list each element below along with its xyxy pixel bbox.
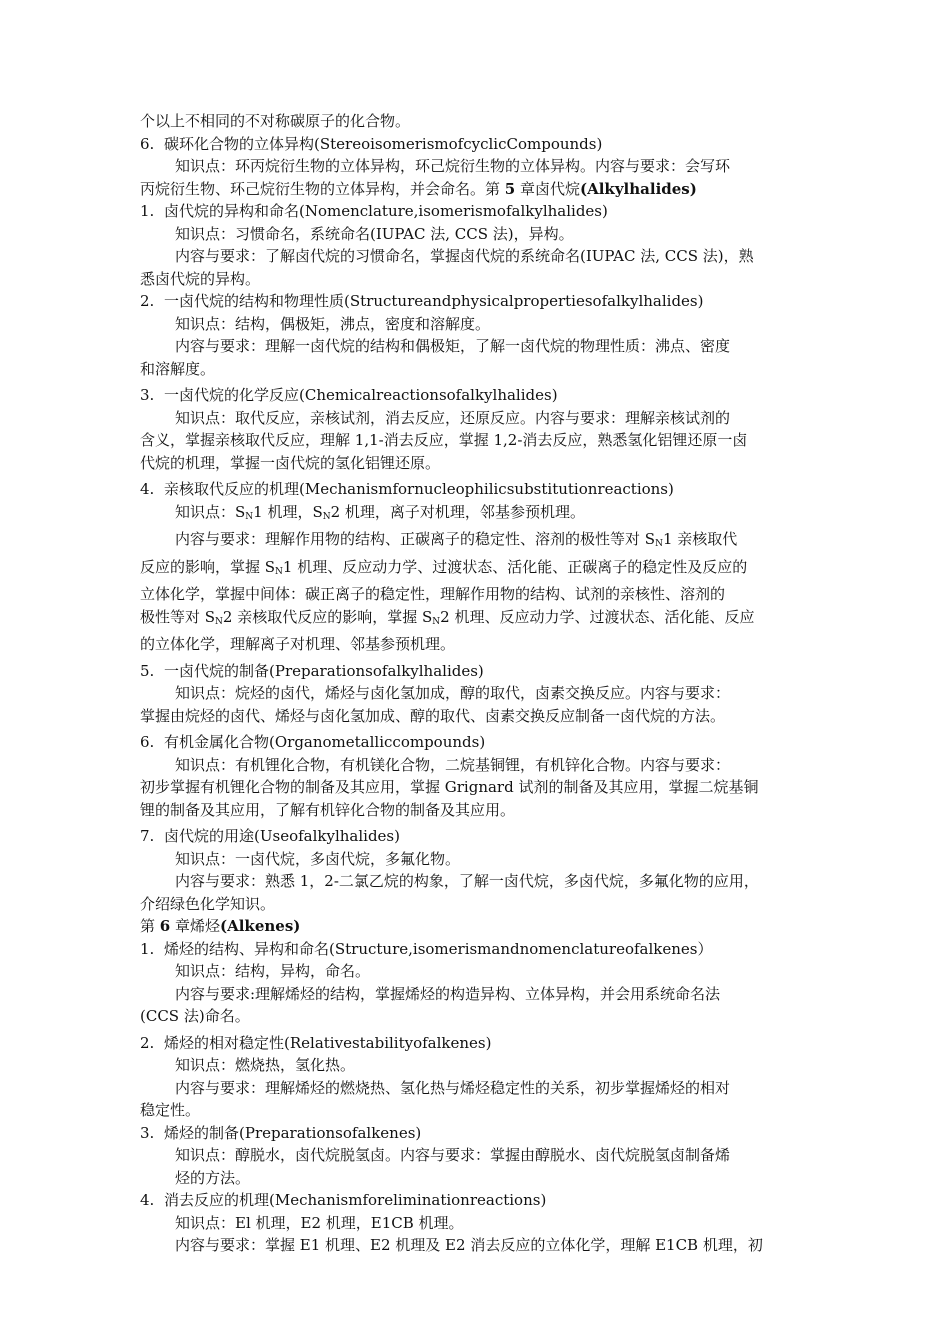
subscript: N [275,566,283,577]
heading-text: 一卤代烷的制备(Preparationsofalkylhalides) [164,661,484,680]
paragraph-text: 知识点：一卤代烷，多卤代烷，多氟化物。 [175,849,461,868]
paragraph-text: 知识点：烷烃的卤代，烯烃与卤化氢加成，醇的取代，卤素交换反应。内容与要求： [175,684,731,702]
text-run: 2 机理、反应动力学、过渡状态、活化能、反应 [440,607,755,626]
item-number: 5. [140,661,155,680]
section-heading [140,290,820,313]
paragraph-text: 丙烷衍生物、环己烷衍生物的立体异构，并会命名。第 [140,179,505,198]
heading-text: 烯烃的相对稳定性(Relativestabilityofalkenes) [164,1033,492,1052]
paragraph-text: 初步掌握有机锂化合物的制备及其应用，掌握 Grignard 试剂的制备及其应用，掌握二烷基铜 [140,778,759,796]
text-run: 内容与要求：理解作用物的结构、正碳离子的稳定性、溶剂的极性等对 S [175,530,656,548]
item-number: 1. [140,202,155,220]
section-heading [140,1122,820,1145]
text-line [140,429,820,452]
section-heading [140,731,820,754]
text-line [140,583,820,606]
text-line [140,1167,820,1190]
paragraph-text: 的立体化学，理解离子对机理、邻基参预机理。 [140,635,456,653]
heading-text: 碳环化合物的立体异构(StereoisomerismofcyclicCompounds) [164,134,603,153]
item-number: 3. [140,1123,155,1142]
text-line [140,358,820,381]
text-line [140,501,820,529]
text-line [140,682,820,705]
chapter-title: 章卤代烷 [515,179,580,198]
chapter-title-english: (Alkenes) [220,917,301,935]
section-heading [140,938,820,961]
paragraph-text: 内容与要求:理解烯烃的结构，掌握烯烃的构造异构、立体异构，并会用系统命名法 [175,984,721,1003]
paragraph-text: 知识点：结构，异构，命名。 [175,962,371,980]
paragraph-text: 烃的方法。 [175,1168,251,1187]
paragraph-text: 知识点：有机锂化合物，有机镁化合物，二烷基铜锂，有机锌化合物。内容与要求： [175,755,731,774]
text-line [140,705,820,728]
text-line [140,1212,820,1235]
paragraph-text: 掌握由烷烃的卤代、烯烃与卤化氢加成、醇的取代、卤素交换反应制备一卤代烷的方法。 [140,706,726,725]
section-heading [140,1032,820,1055]
text-line [140,268,820,291]
subscript: N [245,511,254,522]
paragraph-text: 知识点：取代反应，亲核试剂，消去反应，还原反应。内容与要求：理解亲核试剂的 [175,408,731,427]
paragraph-text: 内容与要求：理解一卤代烷的结构和偶极矩，了解一卤代烷的物理性质：沸点、密度 [175,337,731,355]
paragraph-text: 代烷的机理，掌握一卤代烷的氢化铝锂还原。 [140,453,441,472]
text-line [140,1054,820,1077]
item-number: 6. [140,733,155,751]
subscript: N [322,511,331,522]
paragraph-text: 知识点：El 机理，E2 机理，E1CB 机理。 [175,1213,464,1232]
heading-text: 有机金属化合物(Organometalliccompounds) [164,733,486,751]
text-run: 第 [140,917,160,935]
chapter-number: 5 [504,179,516,198]
text-line [140,245,820,268]
subscript: N [432,616,441,627]
text-run: 极性等对 S [140,607,216,626]
text-line [140,870,820,893]
paragraph-text: 内容与要求：了解卤代烷的习惯命名，掌握卤代烷的系统命名(IUPAC 法, CCS 法)，熟 [175,247,754,265]
text-run: 1 机理，S [253,502,323,521]
paragraph-text: 内容与要求：熟悉 1，2-二氯乙烷的构象，了解一卤代烷，多卤代烷，多氟化物的应用， [175,872,759,890]
section-heading [140,200,820,223]
text-run: 反应的影响，掌握 S [140,557,276,576]
text-line [140,1099,820,1122]
item-number: 2. [140,1033,155,1052]
paragraph-text: 介绍绿色化学知识。 [140,894,276,913]
item-number: 3. [140,386,155,404]
text-run: 知识点：S [175,502,246,521]
chapter-title: 章烯烃 [170,917,220,935]
text-line [140,776,820,799]
item-number: 6. [140,134,155,153]
paragraph-text: 知识点：醇脱水，卤代烷脱氢卤。内容与要求：掌握由醇脱水、卤代烷脱氢卤制备烯 [175,1146,731,1164]
paragraph-text: 内容与要求：掌握 E1 机理、E2 机理及 E2 消去反应的立体化学，理解 E1CB 机理，初 [175,1236,763,1254]
text-line [140,633,820,656]
text-run: 2 机理，离子对机理，邻基参预机理。 [330,502,585,521]
text-line [140,110,820,133]
text-line [140,960,820,983]
section-heading [140,478,820,501]
section-heading [140,1189,820,1212]
text-line [140,1077,820,1100]
paragraph-text: 个以上不相同的不对称碳原子的化合物。 [140,112,411,130]
document-page [140,110,820,1257]
item-number: 1. [140,939,155,958]
text-line [140,155,820,178]
chapter-number: 6 [159,917,171,935]
subscript: N [215,616,223,627]
paragraph-text: 内容与要求：理解烯烃的燃烧热、氢化热与烯烃稳定性的关系，初步掌握烯烃的相对 [175,1078,731,1097]
text-line [140,452,820,475]
text-line [140,313,820,336]
section-heading [140,660,820,683]
paragraph-text: 稳定性。 [140,1101,201,1119]
paragraph-text: 知识点：燃烧热，氢化热。 [175,1056,356,1074]
item-number: 4. [140,480,155,498]
text-line [140,606,820,634]
item-number: 2. [140,292,155,310]
text-line [140,799,820,822]
paragraph-text: 和溶解度。 [140,359,216,378]
subscript: N [655,539,663,549]
heading-text: 烯烃的制备(Preparationsofalkenes) [164,1123,422,1142]
text-run: 1 机理、反应动力学、过渡状态、活化能、正碳离子的稳定性及反应的 [282,557,748,576]
text-line [140,848,820,871]
section-heading [140,133,820,156]
heading-text: 卤代烷的异构和命名(Nomenclature,isomerismofalkylhalides) [164,202,608,220]
text-run: 2 亲核取代反应的影响，掌握 S [222,607,433,626]
text-line [140,893,820,916]
paragraph-text: 锂的制备及其应用，了解有机锌化合物的制备及其应用。 [140,800,516,819]
text-line [140,528,820,556]
chapter-heading [140,915,820,938]
paragraph-text: 知识点：结构，偶极矩，沸点，密度和溶解度。 [175,314,491,333]
heading-text: 亲核取代反应的机理(Mechanismfornucleophilicsubstitutionreactions) [164,480,674,498]
heading-text: 一卤代烷的结构和物理性质(Structureandphysicalpropertiesofalkylhalides) [164,292,704,310]
paragraph-text: 知识点：习惯命名，系统命名(IUPAC 法, CCS 法)，异构。 [175,224,574,243]
section-heading [140,384,820,407]
chapter-title-english: (Alkylhalides) [580,179,697,198]
text-line [140,983,820,1006]
section-heading [140,825,820,848]
text-line [140,1144,820,1167]
paragraph-text: 知识点：环丙烷衍生物的立体异构，环己烷衍生物的立体异构。内容与要求：会写环 [175,157,731,175]
text-line [140,335,820,358]
heading-text: 卤代烷的用途(Useofalkylhalides) [164,827,400,845]
text-line [140,223,820,246]
paragraph-text: (CCS 法)命名。 [140,1007,250,1025]
item-number: 4. [140,1191,155,1209]
text-line [140,1005,820,1028]
text-line [140,407,820,430]
paragraph-text: 立体化学，掌握中间体：碳正离子的稳定性，理解作用物的结构、试剂的亲核性、溶剂的 [140,585,726,603]
text-line [140,556,820,584]
paragraph-text: 含义，掌握亲核取代反应，理解 1,1-消去反应，掌握 1,2-消去反应，熟悉氢化铝锂还原一卤 [140,431,748,449]
paragraph-text: 悉卤代烷的异构。 [140,269,261,288]
chapter-heading-line [140,178,820,201]
item-number: 7. [140,827,155,845]
heading-text: 消去反应的机理(Mechanismforeliminationreactions) [164,1191,547,1209]
text-line [140,1234,820,1257]
heading-text: 一卤代烷的化学反应(Chemicalreactionsofalkylhalides) [164,386,558,404]
heading-text: 烯烃的结构、异构和命名(Structure,isomerismandnomenclatureofalkenes） [164,939,713,958]
text-line [140,754,820,777]
text-run: 1 亲核取代 [662,530,738,548]
